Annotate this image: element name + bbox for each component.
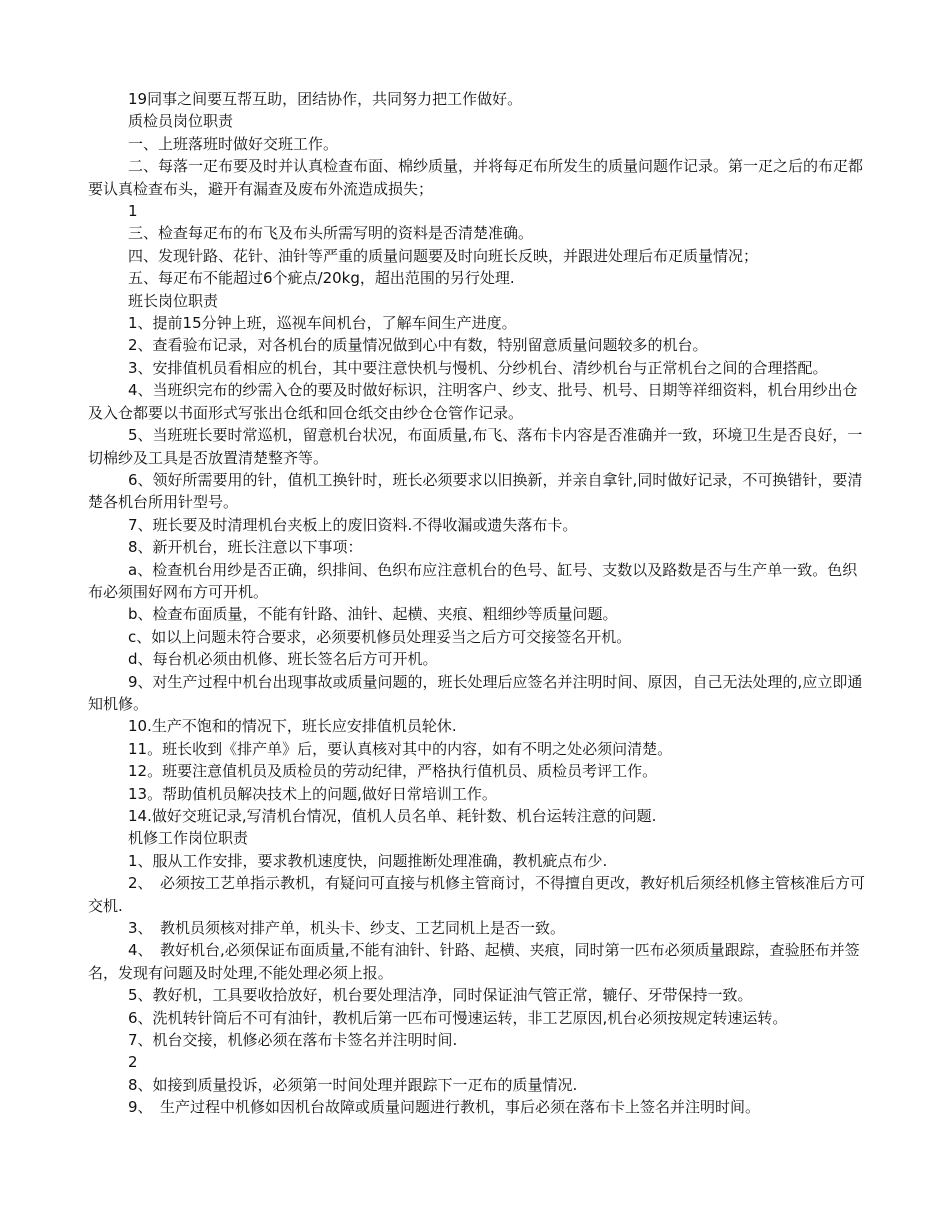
- section-heading-mechanic: 机修工作岗位职责: [128, 829, 249, 848]
- text-line: d、每台机必须由机修、班长签名后方可开机。: [128, 650, 438, 669]
- text-line: 5、教好机，工具要收拾放好，机台要处理洁净，同时保证油气管正常，辘仔、牙带保持一致。: [128, 986, 753, 1005]
- text-line: 3、安排值机员看相应的机台，其中要注意快机与慢机、分纱机台、清纱机台与正常机台之间的合理搭配。: [128, 358, 828, 377]
- text-line: 2、 必须按工艺单指示教机，有疑问可直接与机修主管商讨，不得擅自更改，教好机后须经机修主管核准后方可交机.: [88, 874, 866, 915]
- page-number: 1: [128, 202, 138, 221]
- text-line: 8、新开机台，班长注意以下事项：: [128, 538, 363, 557]
- text-line: 5、当班班长要时常巡机，留意机台状况，布面质量,布飞、落布卡内容是否准确并一致，环境卫生是否良好，一切棉纱及工具是否放置清楚整齐等。: [88, 426, 863, 467]
- text-line: 12。班要注意值机员及质检员的劳动纪律，严格执行值机员、质检员考评工作。: [128, 762, 658, 781]
- section-heading-quality-inspector: 质检员岗位职责: [128, 112, 234, 131]
- text-line: 6、洗机转针筒后不可有油针，教机后第一匹布可慢速运转，非工艺原因,机台必须按规定转速运转。: [128, 1008, 788, 1027]
- text-line: 1、服从工作安排，要求教机速度快，问题推断处理准确，教机疵点布少.: [128, 851, 608, 870]
- text-line: 9、对生产过程中机台出现事故或质量问题的，班长处理后应签名并注明时间、原因，自己无法处理的,应立即通知机修。: [88, 672, 863, 713]
- text-line: 4、 教好机台,必须保证布面质量,不能有油针、针路、起横、夹痕，同时第一匹布必须质量跟踪，查验胚布并签名，发现有问题及时处理,不能处理必须上报。: [88, 941, 860, 982]
- document-body: [88, 88, 868, 1119]
- text-line: 2、查看验布记录，对各机台的质量情况做到心中有数，特别留意质量问题较多的机台。: [128, 336, 708, 355]
- page-number: 2: [128, 1053, 138, 1072]
- text-line: 8、如接到质量投诉，必须第一时间处理并跟踪下一疋布的质量情况.: [128, 1075, 578, 1094]
- text-line: 一、上班落班时做好交班工作。: [128, 134, 339, 153]
- text-line: 3、 教机员须核对排产单，机头卡、纱支、工艺同机上是否一致。: [128, 919, 566, 938]
- text-line: 4、当班织完布的纱需入仓的要及时做好标识，注明客户、纱支、批号、机号、日期等祥细资料，机台用纱出仓及入仓都要以书面形式写张出仓纸和回仓纸交由纱仓仓管作记录。: [88, 381, 858, 422]
- text-line: a、检查机台用纱是否正确，织排间、色织布应注意机台的色号、缸号、支数以及路数是否与生产单一致。色织布必须围好网布方可开机。: [88, 560, 858, 601]
- text-line: 五、每疋布不能超过6个疵点/20kg，超出范围的另行处理.: [128, 269, 515, 288]
- text-line: 7、班长要及时清理机台夹板上的废旧资料.不得收漏或遗失落布卡。: [128, 515, 578, 534]
- text-line: 7、机台交接，机修必须在落布卡签名并注明时间.: [128, 1031, 458, 1050]
- text-line: 10.生产不饱和的情况下，班长应安排值机员轮休.: [128, 717, 457, 736]
- text-line: 6、领好所需要用的针，值机工换针时，班长必须要求以旧换新，并亲自拿针,同时做好记录，不可换错针，要清楚各机台所用针型号。: [88, 470, 863, 512]
- text-line: 四、发现针路、花针、油针等严重的质量问题要及时向班长反映，并跟进处理后布疋质量情况；: [128, 246, 759, 265]
- text-line: 19同事之间要互帮互助，团结协作，共同努力把工作做好。: [128, 90, 523, 108]
- text-line: 9、 生产过程中机修如因机台故障或质量问题进行教机，事后必须在落布卡上签名并注明时间。: [128, 1098, 761, 1117]
- text-line: 13。帮助值机员解决技术上的问题,做好日常培训工作。: [128, 784, 497, 803]
- text-line: 二、每落一疋布要及时并认真检查布面、棉纱质量，并将每疋布所发生的质量问题作记录。第一疋之后的布疋都要认真检查布头，避开有漏查及废布外流造成损失；: [88, 157, 864, 198]
- text-line: 14.做好交班记录,写清机台情况，值机人员名单、耗针数、机台运转注意的问题.: [128, 807, 657, 825]
- section-heading-shift-leader: 班长岗位职责: [128, 291, 219, 310]
- text-line: 11。班长收到《排产单》后，要认真核对其中的内容，如有不明之处必须问清楚。: [128, 739, 673, 758]
- text-line: 1、提前15分钟上班，巡视车间机台，了解车间生产进度。: [128, 314, 517, 333]
- text-line: 三、检查每疋布的布飞及布头所需写明的资料是否清楚准确。: [128, 224, 534, 243]
- text-line: b、检查布面质量，不能有针路、油针、起横、夹痕、粗细纱等质量问题。: [128, 605, 618, 624]
- text-line: c、如以上问题未符合要求，必须要机修员处理妥当之后方可交接签名开机。: [128, 627, 632, 646]
